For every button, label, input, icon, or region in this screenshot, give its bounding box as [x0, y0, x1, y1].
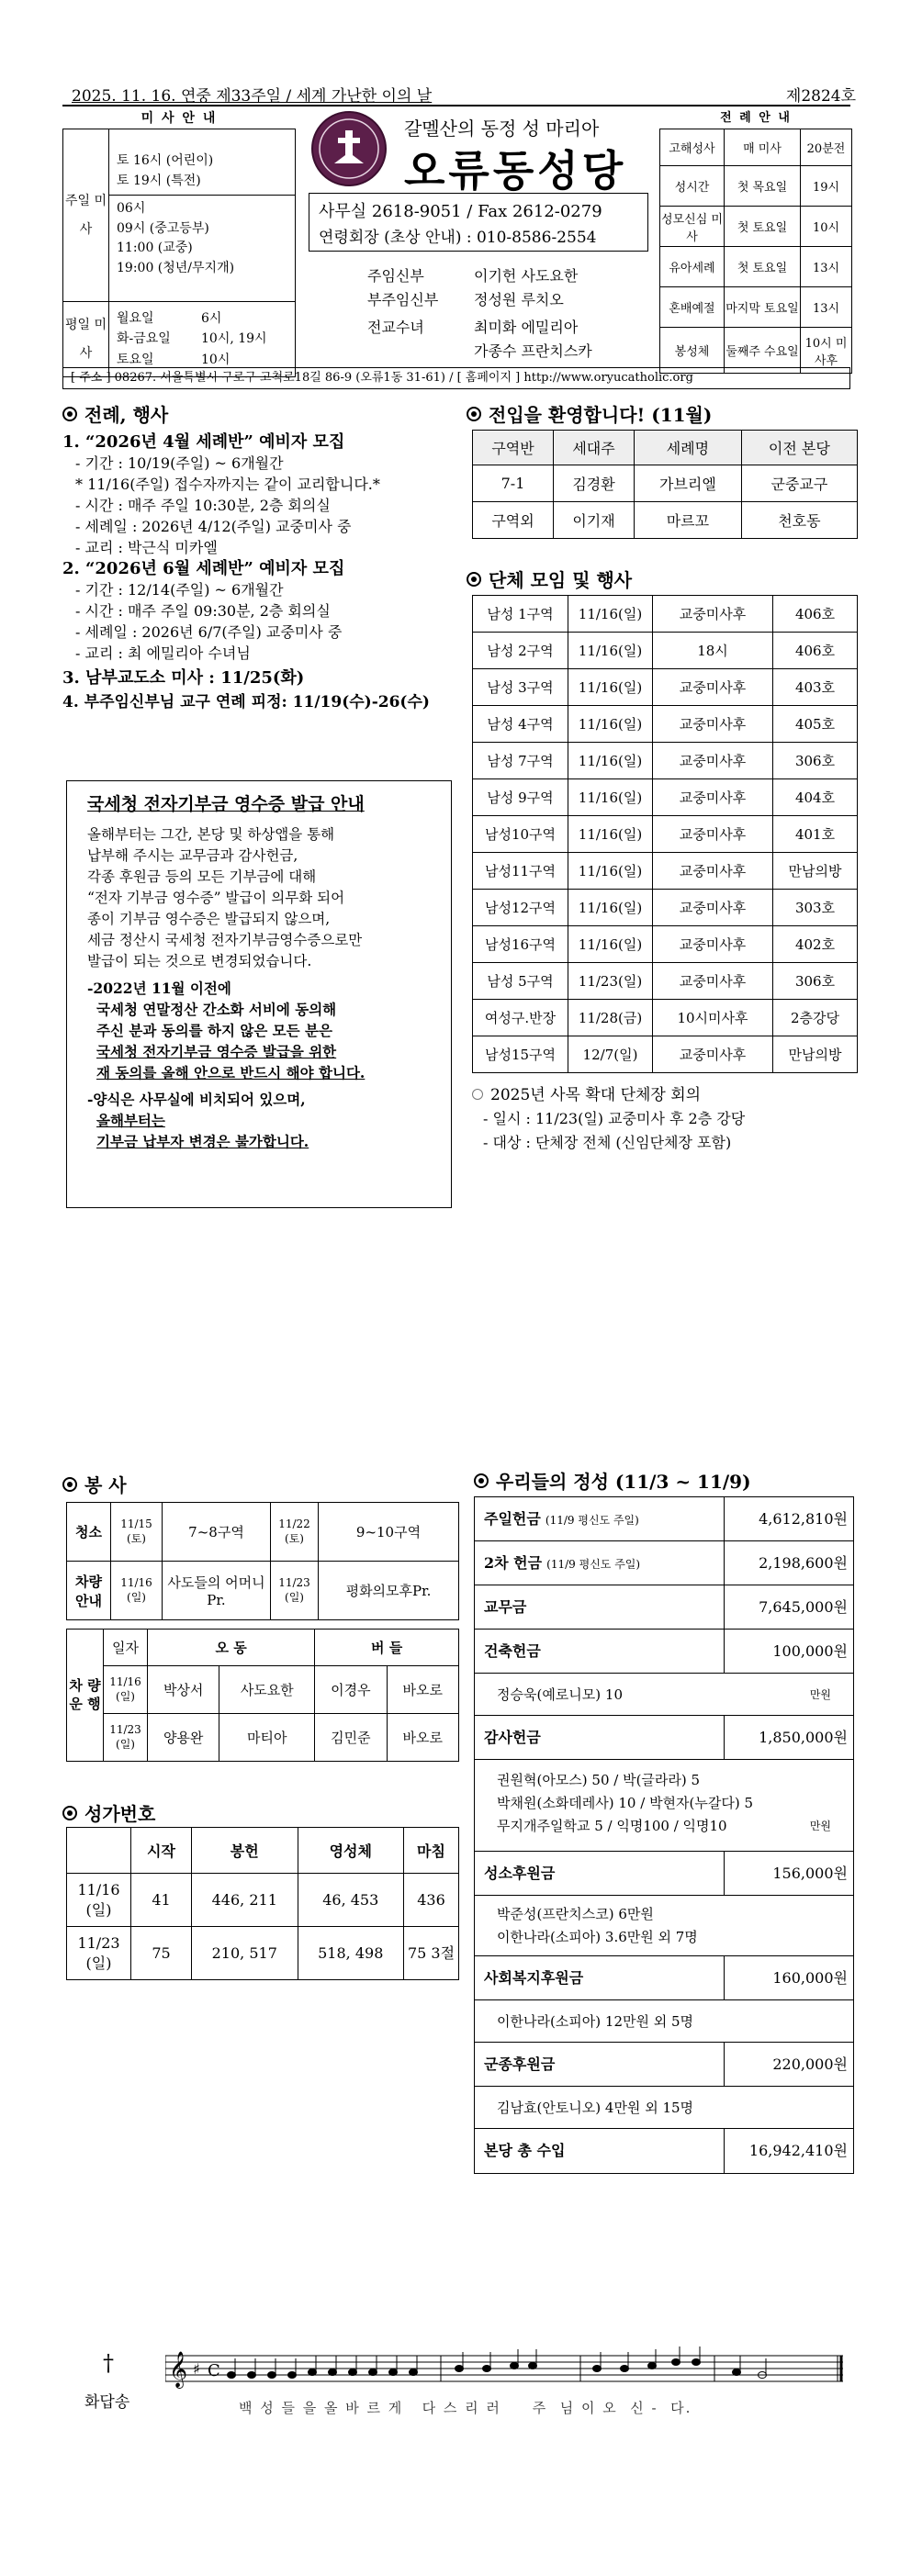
group-cell: 11/16(일)	[568, 743, 653, 779]
liturgy-time: 20분전	[801, 129, 852, 166]
group-cell: 남성11구역	[473, 853, 568, 890]
welcome-cell: 구역외	[473, 502, 554, 539]
clergy-role: 주임신부	[367, 267, 424, 285]
driving-cell: 바오로	[387, 1666, 458, 1714]
tax-line: 각종 후원금 등의 모든 기부금에 대해	[87, 868, 317, 885]
event-item: 4. 부주임신부님 교구 연례 피정: 11/19(수)-26(수)	[62, 693, 430, 711]
offering-table	[474, 1496, 854, 2174]
group-row	[473, 816, 858, 853]
hymn-cell: 75	[131, 1927, 192, 1980]
offering-value: 156,000원	[772, 1865, 848, 1882]
hymn-cell: 210, 517	[192, 1927, 298, 1980]
group-row	[473, 963, 858, 1000]
liturgy-when: 마지막 토요일	[725, 287, 801, 328]
parish-name: 오류동성당	[404, 147, 627, 195]
service-label: 청소	[67, 1503, 111, 1562]
offering-sub: (11/9 평신도 주일)	[546, 1558, 641, 1571]
mass-sun3: 11:00 (교중)	[117, 241, 193, 256]
offering-label: 감사헌금	[484, 1729, 541, 1746]
group-cell: 남성12구역	[473, 890, 568, 926]
music-note	[389, 2369, 398, 2376]
hymn-header: 영성체	[298, 1828, 404, 1874]
liturgy-when: 첫 토요일	[725, 207, 801, 247]
offering-note: 이한나라(소피아) 3.6만원 외 7명	[497, 1929, 698, 1945]
group-cell: 11/16(일)	[568, 890, 653, 926]
group-cell: 교중미사후	[653, 926, 773, 963]
music-note	[309, 2369, 317, 2376]
offering-label: 2차 헌금	[484, 1554, 543, 1572]
welcome-cell: 군중교구	[741, 465, 857, 502]
psalm-label: 화답송	[84, 2393, 130, 2412]
group-cell: 11/16(일)	[568, 596, 653, 633]
groups-title: 단체 모임 및 행사	[489, 569, 633, 591]
group-cell: 404호	[773, 779, 858, 816]
svg-text:𝄞: 𝄞	[169, 2351, 188, 2388]
tax-line: 발급이 되는 것으로 변경되었습니다.	[87, 953, 312, 969]
group-cell: 교중미사후	[653, 706, 773, 743]
hymn-header	[67, 1828, 131, 1874]
offering-label: 군종후원금	[484, 2055, 556, 2073]
weekday-mass-label: 평일 미사	[63, 302, 109, 377]
service-value: 사도들의 어머니 Pr.	[163, 1562, 271, 1620]
group-cell: 402호	[773, 926, 858, 963]
group-cell: 교중미사후	[653, 596, 773, 633]
group-cell: 306호	[773, 743, 858, 779]
hymns-heading	[62, 1799, 155, 1826]
music-note	[248, 2372, 256, 2379]
group-cell: 11/28(금)	[568, 1000, 653, 1036]
music-note	[288, 2372, 297, 2379]
liturgy-key: 고해성사	[660, 129, 725, 166]
welcome-cell: 가브리엘	[635, 465, 742, 502]
driving-date: 11/23 (일)	[104, 1714, 148, 1762]
offering-label: 본당 총 수입	[484, 2142, 566, 2159]
group-cell: 만남의방	[773, 1036, 858, 1073]
group-cell: 403호	[773, 669, 858, 706]
event-detail: - 교리 : 박근식 미카엘	[75, 539, 218, 556]
offering-label: 주일헌금	[484, 1510, 541, 1528]
tax-line: 재 동의를 올해 안으로 반드시 해야 합니다.	[96, 1064, 366, 1081]
tax-line: 세금 정산시 국세청 전자기부금영수증으로만	[87, 932, 363, 948]
tax-line: -2022년 11월 이전에	[87, 980, 231, 997]
event-detail: * 11/16(주일) 접수자까지는 같이 교리합니다.*	[75, 476, 380, 493]
hymn-date: 11/23 (일)	[67, 1927, 131, 1980]
group-row	[473, 853, 858, 890]
offering-value: 1,850,000원	[759, 1729, 848, 1746]
offering-note: 정승욱(예로니모) 10	[497, 1686, 623, 1703]
clergy-name: 최미화 에밀리아	[474, 319, 579, 336]
group-cell: 12/7(일)	[568, 1036, 653, 1073]
music-note	[369, 2369, 377, 2376]
group-cell: 남성16구역	[473, 926, 568, 963]
clergy-role: 전교수녀	[367, 319, 424, 336]
offering-value: 2,198,600원	[759, 1554, 848, 1572]
tax-notice	[66, 780, 452, 1208]
liturgy-key: 유아세례	[660, 247, 725, 287]
liturgy-key: 혼배예절	[660, 287, 725, 328]
driving-header: 일자	[104, 1630, 148, 1666]
service-date: 11/23 (일)	[271, 1562, 319, 1620]
group-row	[473, 1036, 858, 1073]
event-item: 2. “2026년 6월 세례반” 예비자 모집	[62, 559, 345, 578]
mass-sun2: 09시 (중고등부)	[117, 220, 209, 236]
clergy-name: 이기헌 사도요한	[474, 267, 579, 285]
bullet-icon	[62, 1477, 77, 1492]
offering-value: 16,942,410원	[748, 2142, 848, 2159]
offering-value: 100,000원	[772, 1642, 848, 1660]
mass-sat2: 토 19시 (특전)	[109, 172, 295, 196]
offering-label: 건축헌금	[484, 1642, 541, 1660]
group-cell: 남성 1구역	[473, 596, 568, 633]
group-cell: 남성 9구역	[473, 779, 568, 816]
liturgy-key: 성시간	[660, 166, 725, 207]
group-row	[473, 926, 858, 963]
offering-label: 사회복지후원금	[484, 1969, 584, 1987]
group-cell: 교중미사후	[653, 890, 773, 926]
service-date: 11/16 (일)	[111, 1562, 163, 1620]
group-cell: 306호	[773, 963, 858, 1000]
hymns-table	[66, 1827, 459, 1980]
clergy-role: 부주임신부	[367, 291, 439, 308]
group-row	[473, 779, 858, 816]
group-cell: 남성 7구역	[473, 743, 568, 779]
offering-note: 이한나라(소피아) 12만원 외 5명	[475, 2000, 853, 2043]
welcome-table	[472, 430, 858, 539]
liturgy-time: 13시	[801, 247, 852, 287]
driving-cell: 박상서	[148, 1666, 219, 1714]
mass-info	[62, 108, 296, 377]
group-cell: 406호	[773, 633, 858, 669]
group-cell: 405호	[773, 706, 858, 743]
svg-text:C: C	[208, 2361, 220, 2380]
driving-table	[66, 1629, 459, 1762]
music-note	[621, 2366, 629, 2372]
psalm-cross: †	[103, 2350, 114, 2376]
wd2-time: 10시, 19시	[201, 331, 267, 347]
office-contact: 연령회장 (초상 안내) : 010-8586-2554	[319, 228, 597, 247]
groups-table	[472, 595, 858, 1073]
music-note	[648, 2363, 657, 2369]
tax-line: 국세청 연말정산 간소화 서비에 동의해	[96, 1001, 337, 1018]
liturgy-when: 첫 토요일	[725, 247, 801, 287]
service-title: 봉 사	[84, 1474, 127, 1496]
issue-number: 제2824호	[785, 87, 856, 106]
events-title: 전례, 행사	[84, 404, 169, 426]
offering-label: 교무금	[484, 1598, 527, 1616]
group-cell: 교중미사후	[653, 779, 773, 816]
liturgy-title: 전 례 안 내	[720, 111, 792, 125]
driving-cell: 바오로	[387, 1714, 458, 1762]
welcome-cell: 마르꼬	[635, 502, 742, 539]
mass-sun4: 19:00 (청년/무지개)	[117, 260, 235, 275]
group-cell: 303호	[773, 890, 858, 926]
parish-subtitle: 갈멜산의 동정 성 마리아	[404, 118, 600, 140]
service-heading	[62, 1471, 127, 1497]
welcome-cell: 7-1	[473, 465, 554, 502]
group-row	[473, 706, 858, 743]
event-item: 3. 남부교도소 미사 : 11/25(화)	[62, 668, 305, 688]
group-cell: 11/23(일)	[568, 963, 653, 1000]
welcome-heading	[467, 400, 712, 427]
group-row	[473, 596, 858, 633]
event-detail: - 세례일 : 2026년 6/7(주일) 교중미사 중	[75, 623, 343, 641]
music-note	[733, 2369, 741, 2376]
music-note	[456, 2366, 464, 2372]
offering-unit: 만원	[809, 1688, 831, 1701]
office-box	[309, 193, 648, 252]
group-cell: 406호	[773, 596, 858, 633]
driving-cell: 마티아	[219, 1714, 315, 1762]
group-row	[473, 669, 858, 706]
group-cell: 교중미사후	[653, 669, 773, 706]
group-row	[473, 890, 858, 926]
events-list	[62, 431, 467, 713]
service-date: 11/22 (토)	[271, 1503, 319, 1562]
driving-cell: 이경우	[315, 1666, 387, 1714]
welcome-header: 세대주	[554, 431, 635, 465]
liturgy-time: 13시	[801, 287, 852, 328]
meeting-notice	[472, 1083, 745, 1155]
hymn-cell: 46, 453	[298, 1874, 404, 1927]
group-cell: 남성 4구역	[473, 706, 568, 743]
tax-line: 종이 기부금 영수증은 발급되지 않으며,	[87, 911, 331, 927]
tax-line: 기부금 납부자 변경은 불가합니다.	[96, 1133, 309, 1150]
event-detail: - 기간 : 10/19(주일) ~ 6개월간	[75, 454, 284, 472]
group-cell: 11/16(일)	[568, 853, 653, 890]
event-detail: - 세례일 : 2026년 4/12(주일) 교중미사 중	[75, 518, 352, 535]
group-cell: 교중미사후	[653, 963, 773, 1000]
hymn-cell: 518, 498	[298, 1927, 404, 1980]
welcome-title: 전입을 환영합니다! (11월)	[489, 404, 713, 426]
hymn-header: 봉헌	[192, 1828, 298, 1874]
group-cell: 18시	[653, 633, 773, 669]
group-cell: 남성15구역	[473, 1036, 568, 1073]
group-cell: 401호	[773, 816, 858, 853]
offering-note: 권원혁(아모스) 50 / 박(글라라) 5	[497, 1772, 701, 1788]
group-cell: 교중미사후	[653, 853, 773, 890]
address-bar: [ 주소 ] 08267. 서울특별시 구로구 고척로18길 86-9 (오류1동 31-61) / [ 홈페이지 ] http://www.oryucatholic.org	[62, 367, 850, 389]
group-cell: 11/16(일)	[568, 926, 653, 963]
music-note	[593, 2366, 602, 2372]
offering-title: 우리들의 정성 (11/3 ~ 11/9)	[496, 1471, 751, 1493]
group-row	[473, 743, 858, 779]
groups-heading	[467, 566, 632, 592]
hymn-date: 11/16 (일)	[67, 1874, 131, 1927]
meeting-line: - 대상 : 단체장 전체 (신임단체장 포함)	[483, 1134, 732, 1151]
service-value: 7~8구역	[163, 1503, 271, 1562]
event-item: 1. “2026년 4월 세례반” 예비자 모집	[62, 432, 345, 452]
offering-note: 무지개주일학교 5 / 익명100 / 익명10	[497, 1818, 727, 1834]
offering-label: 성소후원금	[484, 1865, 556, 1882]
hymn-header: 마침	[404, 1828, 459, 1874]
hymn-cell: 436	[404, 1874, 459, 1927]
music-note	[228, 2372, 236, 2379]
bullet-icon	[467, 407, 481, 421]
bullet-icon	[474, 1473, 489, 1488]
tax-line: “전자 기부금 영수증” 발급이 의무화 되어	[87, 890, 345, 906]
group-cell: 11/16(일)	[568, 779, 653, 816]
welcome-cell: 이기재	[554, 502, 635, 539]
driving-date: 11/16 (일)	[104, 1666, 148, 1714]
offering-value: 7,645,000원	[759, 1598, 848, 1616]
office-phone: 사무실 2618-9051 / Fax 2612-0279	[319, 202, 602, 221]
group-cell: 2층강당	[773, 1000, 858, 1036]
liturgy-key: 성모신심 미사	[660, 207, 725, 247]
group-row	[473, 1000, 858, 1036]
group-cell: 남성 3구역	[473, 669, 568, 706]
tax-line: 국세청 전자기부금 영수증 발급을 위한	[96, 1043, 337, 1060]
liturgy-time: 19시	[801, 166, 852, 207]
welcome-header: 세례명	[635, 431, 742, 465]
clergy-name: 정성원 루치오	[474, 291, 564, 308]
liturgy-info	[659, 108, 852, 374]
driving-cell: 김민준	[315, 1714, 387, 1762]
liturgy-when: 매 미사	[725, 129, 801, 166]
music-note	[511, 2363, 519, 2369]
mass-sun1: 06시	[117, 200, 146, 216]
bullet-icon	[62, 1806, 77, 1820]
welcome-header: 이전 본당	[741, 431, 857, 465]
driving-cell: 양용완	[148, 1714, 219, 1762]
mass-title: 미 사 안 내	[141, 111, 218, 126]
driving-label: 차 량 운 행	[67, 1630, 104, 1762]
group-cell: 교중미사후	[653, 1036, 773, 1073]
group-cell: 11/16(일)	[568, 816, 653, 853]
driving-header: 버 들	[315, 1630, 459, 1666]
liturgy-time: 10시 미사후	[801, 328, 852, 374]
welcome-header: 구역반	[473, 431, 554, 465]
offering-note: 박채원(소화데레사) 10 / 박현자(누갈다) 5	[497, 1795, 754, 1811]
group-cell: 10시미사후	[653, 1000, 773, 1036]
tax-line: -양식은 사무실에 비치되어 있으며,	[87, 1091, 306, 1108]
header-date: 2025. 11. 16. 연중 제33주일 / 세계 가난한 이의 날	[72, 87, 433, 106]
welcome-cell: 김경환	[554, 465, 635, 502]
bullet-icon	[62, 407, 77, 421]
group-cell: 남성 2구역	[473, 633, 568, 669]
hymn-cell: 41	[131, 1874, 192, 1927]
clergy-name: 가종수 프란치스카	[474, 342, 592, 360]
offering-unit: 만원	[809, 1820, 831, 1832]
group-cell: 남성 5구역	[473, 963, 568, 1000]
offering-note: 김남효(안토니오) 4만원 외 15명	[475, 2087, 853, 2129]
music-note	[349, 2369, 357, 2376]
music-note	[268, 2372, 276, 2379]
liturgy-when: 둘째주 수요일	[725, 328, 801, 374]
service-table	[66, 1502, 459, 1620]
group-cell: 교중미사후	[653, 816, 773, 853]
group-cell: 교중미사후	[653, 743, 773, 779]
group-row	[473, 633, 858, 669]
tax-title: 국세청 전자기부금 영수증 발급 안내	[87, 794, 365, 814]
wd3-time: 10시	[201, 352, 231, 367]
wd2-day: 화-금요일	[117, 331, 171, 347]
driving-cell: 사도요한	[219, 1666, 315, 1714]
event-detail: - 교리 : 최 에밀리아 수녀님	[75, 644, 251, 662]
hymn-cell: 75 3절	[404, 1927, 459, 1980]
group-cell: 11/16(일)	[568, 706, 653, 743]
hymns-title: 성가번호	[84, 1803, 156, 1825]
psalm-lyrics: 백 성 들 을 올 바 르 게 다 스 리 러 주 님 이 오 신 - 다.	[239, 2400, 692, 2416]
group-cell: 11/16(일)	[568, 633, 653, 669]
hymn-cell: 446, 211	[192, 1874, 298, 1927]
bullet-icon	[467, 572, 481, 587]
sunday-mass-label: 주일 미사	[63, 129, 109, 302]
events-heading	[62, 400, 168, 427]
music-note	[692, 2359, 701, 2366]
tax-line: 올해부터는	[96, 1112, 165, 1129]
service-value: 평화의모후Pr.	[319, 1562, 459, 1620]
offering-value: 4,612,810원	[759, 1510, 848, 1528]
liturgy-key: 봉성체	[660, 328, 725, 374]
music-note	[483, 2366, 491, 2372]
svg-text:♯: ♯	[193, 2360, 200, 2378]
psalm-staff	[165, 2346, 845, 2392]
service-label: 차량 안내	[67, 1562, 111, 1620]
event-detail: - 시간 : 매주 주일 10:30분, 2층 회의실	[75, 497, 331, 514]
service-value: 9~10구역	[319, 1503, 459, 1562]
group-cell: 11/16(일)	[568, 669, 653, 706]
liturgy-when: 첫 목요일	[725, 166, 801, 207]
offering-value: 220,000원	[772, 2055, 848, 2073]
offering-value: 160,000원	[772, 1969, 848, 1987]
liturgy-time: 10시	[801, 207, 852, 247]
group-cell: 남성10구역	[473, 816, 568, 853]
event-detail: - 시간 : 매주 주일 09:30분, 2층 회의실	[75, 602, 331, 620]
offering-sub: (11/9 평신도 주일)	[545, 1514, 639, 1527]
parish-logo	[310, 110, 388, 187]
tax-line: 납부해 주시는 교무금과 감사헌금,	[87, 847, 298, 864]
music-note	[410, 2369, 418, 2376]
music-note	[529, 2363, 537, 2369]
group-cell: 만남의방	[773, 853, 858, 890]
group-cell: 여성구.반장	[473, 1000, 568, 1036]
wd1-day: 월요일	[117, 310, 154, 326]
driving-header: 오 동	[148, 1630, 315, 1666]
mass-sat1: 토 16시 (어린이)	[117, 153, 214, 169]
music-note	[672, 2359, 680, 2366]
wd1-time: 6시	[201, 310, 222, 326]
event-detail: - 기간 : 12/14(주일) ~ 6개월간	[75, 581, 284, 599]
wd3-day: 토요일	[117, 352, 154, 367]
hymn-header: 시작	[131, 1828, 192, 1874]
tax-line: 올해부터는 그간, 본당 및 하상앱을 통해	[87, 826, 335, 843]
welcome-cell: 천호동	[741, 502, 857, 539]
circle-icon	[472, 1089, 483, 1100]
service-date: 11/15 (토)	[111, 1503, 163, 1562]
meeting-line: - 일시 : 11/23(일) 교중미사 후 2층 강당	[483, 1110, 746, 1127]
meeting-title: 2025년 사목 확대 단체장 회의	[490, 1086, 702, 1104]
offering-heading	[474, 1467, 751, 1494]
offering-note: 박준성(프란치스코) 6만원	[497, 1906, 654, 1922]
clergy-list	[367, 264, 592, 364]
music-note	[329, 2369, 337, 2376]
tax-line: 주신 분과 동의를 하지 않은 모든 분은	[96, 1022, 332, 1039]
